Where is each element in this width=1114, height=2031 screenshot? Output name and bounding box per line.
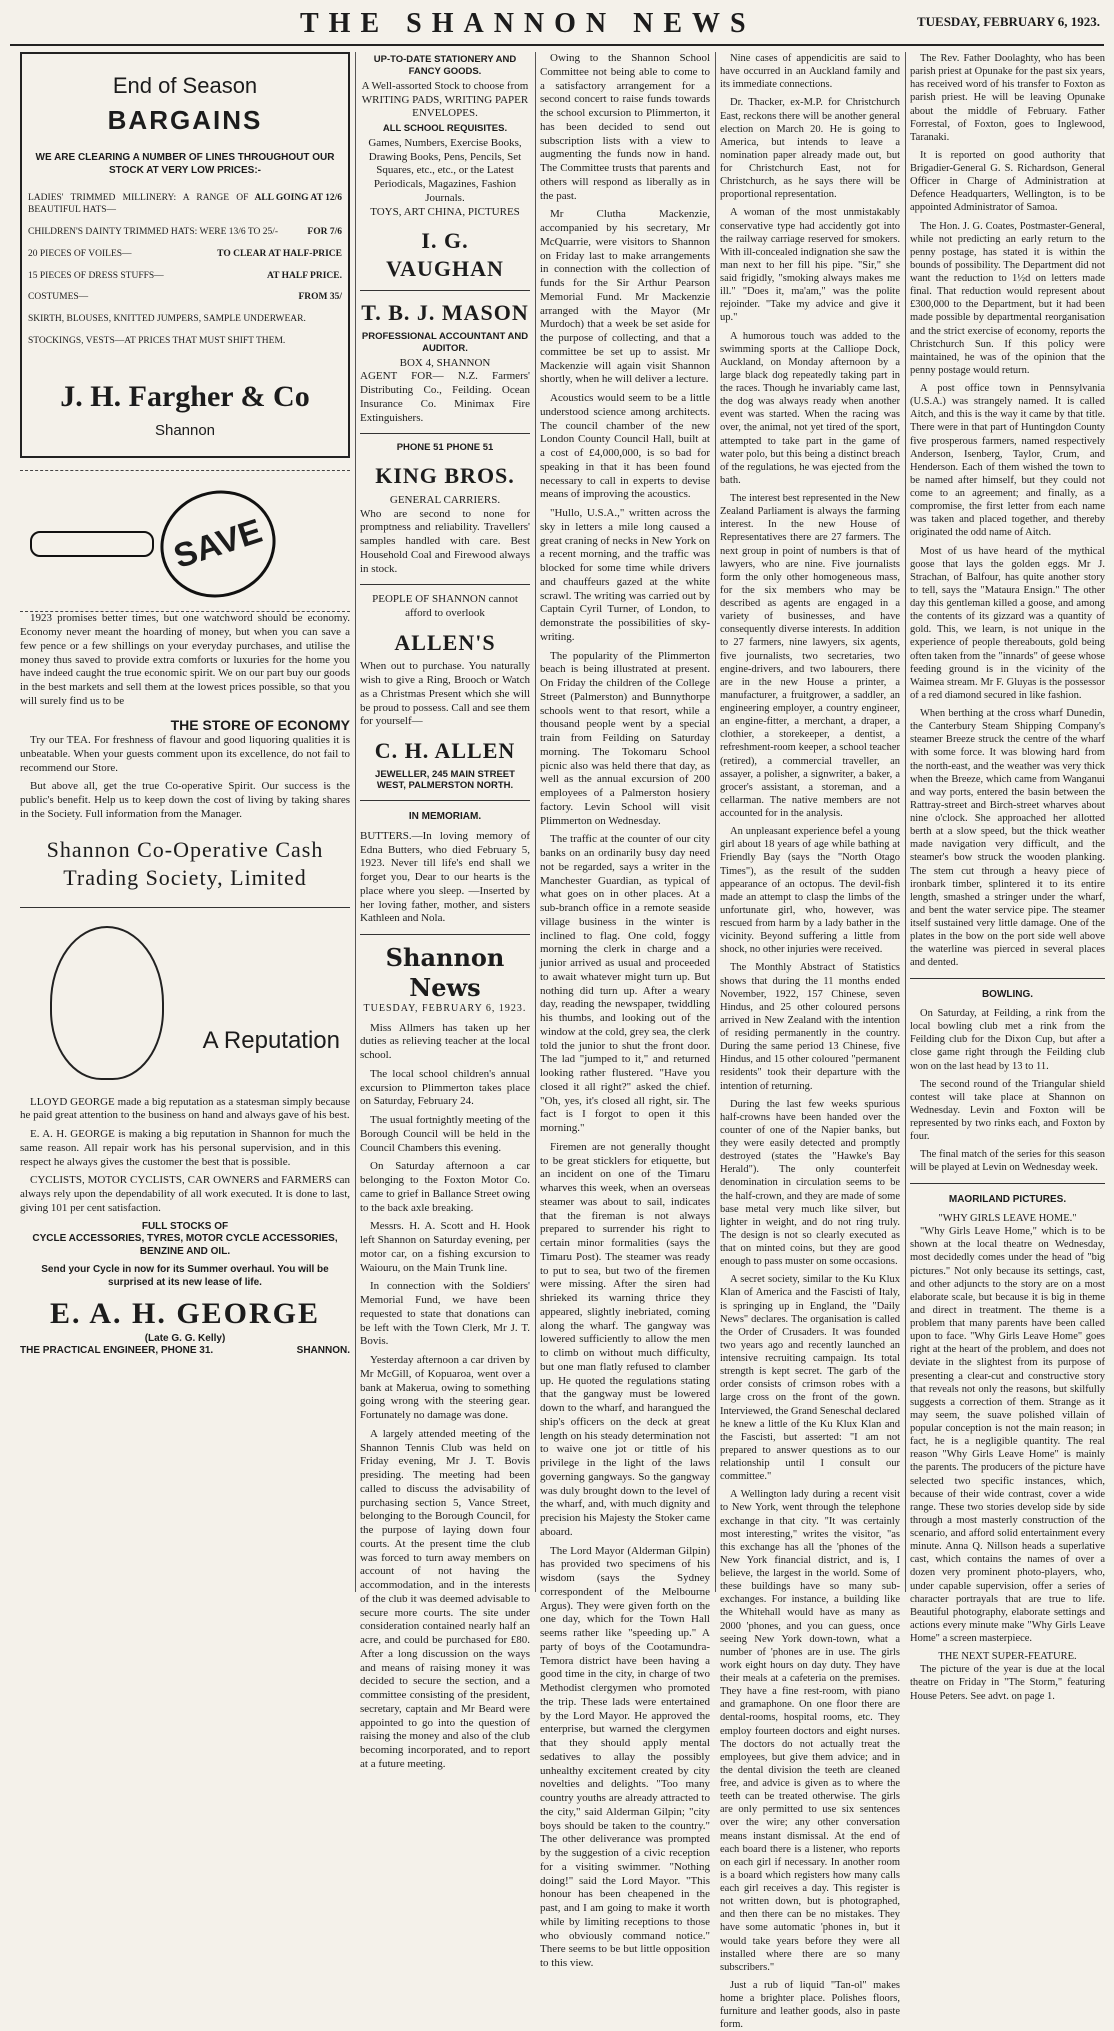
full-stocks: FULL STOCKS OF: [141, 1220, 229, 1232]
allen-text: When out to purchase. You naturally wish to give a Ring, Brooch or Watch as a Christmas Present which she will be proud to possess. Call and see them for yourself—: [360, 660, 530, 728]
news-item: During the last few weeks spurious half-crowns have been handed over the counter of one of the Napier banks, but they were easily detected and promptly destroyed (states the "Hawke's Bay Herald"). The only counterfeit denomination in circulation seems to be the half-crown, and they are made of some base metal very much like silver, but lighter in weight, and do not ring truly. The design is not so clearly executed as that on minted coins, but they are good enough to pass muster on some occasions.: [720, 1098, 900, 1268]
column-3: [540, 52, 710, 1969]
pictures-heading: MAORILAND PICTURES.: [948, 1193, 1067, 1205]
king-phone: PHONE 51 PHONE 51: [396, 442, 494, 454]
news-item: Firemen are not generally thought to be great sticklers for etiquette, but an incident on one of the Timaru wharves this week, when an overseas steamer was about to sail, indicates that the fireman is not always prepared to surrender his right to certain minor formalities (says the Timaru Post). The steamer was ready to put to sea, but two of the firemen were missing. After the siren had shrieked its warning thrice they appeared, slightly inebriated, coming along the wharf. The gangway was lowered sufficiently to allow the men to climb on without much difficulty, but one man flatly refused to clamber up. He quoted the regulations stating that the gangway must be lowered down to the wharf, and harangued the ship's officers on the deck at great length on his steady determination not to waive one jot or tittle of his privilege in the light of the laws governing gangways. So the gangway was duly brought down to the level of the wharf, and, with much dignity and precision his Majesty the Stoker came aboard.: [540, 1140, 710, 1538]
column-divider: [535, 52, 536, 1592]
overhaul-note: Send your Cycle in now for its Summer overhaul. You will be surprised at its new lease of life.: [41, 1264, 329, 1288]
news-item: A post office town in Pennsylvania (U.S.A.) was strangely named. It is called Aitch, and this is the way it came by that title. There were in that part of Huntingdon County five prosperous farmers, named respectively Anderson, Isenberg, Taylor, Crum, and Henderson. Each of them wished the town to be named after himself, but they could not come to an agreement; and finally, as a compromise, the first letter from each name was taken and placed together, and thereby originated the odd name of Aitch.: [910, 383, 1105, 539]
news-item: A secret society, similar to the Ku Klux Klan of America and the Fascisti of Italy, is springing up in England, the "Daily News" declares. The organisation is called the Order of Crusaders. It was founded two years ago and recently launched an intensive recruiting campaign. Its total strength is kept secret. The garb of the order consists of crimson robes with a large cross on the front of the gown. Interviewed, the Grand Seneschal declared he knew a little of the Ku Klux Klan and the Fascisti, but asserted: "I am not prepared to answer questions as to our relationship until I consult our committee.": [720, 1274, 900, 1483]
memoriam-text: BUTTERS.—In loving memory of Edna Butters, who died February 5, 1923. Never till life's end shall we forget you, Dear to our hearts is the place where you sleep. —Inserted by her loving father, mother, and sisters Kathleen and Nola.: [360, 829, 530, 925]
column-4: [720, 52, 900, 2031]
king-text: Who are second to none for promptness and reliability. Travellers' samples handled with care. Best Household Coal and Firewood always in stock.: [360, 507, 530, 575]
mason-name: T. B. J. MASON: [361, 300, 529, 326]
divider: [20, 907, 350, 908]
store-slogan: THE STORE OF ECONOMY: [170, 716, 350, 733]
lloyd-george-portrait: [20, 916, 350, 1096]
news-item: It is reported on good authority that Brigadier-General G. S. Richardson, General Officer in Charge of Administration at Defence Headquarters, Wellington, is to be appointed Administrator of Samoa.: [910, 149, 1105, 214]
news-item: A humorous touch was added to the swimming sports at the Calliope Dock, Auckland, on Monday afternoon by a large black dog repeatedly taking part in the races. Though he invariably came last, the dog was always ready when another event was started. When the racing was over, the animal, not yet tired of the sport, attempted to take part in the game of water polo, but this being a distinct breach of the regulations, he was ejected from the bath.: [720, 330, 900, 486]
allen-intro: PEOPLE OF SHANNON cannot afford to overlook: [372, 593, 518, 619]
allen-subtitle: JEWELLER, 245 MAIN STREET WEST, PALMERSTON NORTH.: [375, 768, 515, 792]
news-item: The Monthly Abstract of Statistics shows that during the 11 months ended November, 1922, 157 Chinese, seven Hindus, and 25 other coloured persons arrived in New Zealand with the intention of residing permanently in the country. During the same period 13 Chinese, five Hindus, and 15 other coloured "permanent residents" took their departure with the intention of returning.: [720, 962, 900, 1092]
school-text: Games, Numbers, Exercise Books, Drawing Books, Pens, Pencils, Set Squares, etc., etc., or the Latest Periodicals, Magazines, Fashion Journals.: [368, 136, 522, 204]
ad-item: STOCKINGS, VESTS—AT PRICES THAT MUST SHIFT THEM.: [28, 336, 286, 347]
stationery-text: A Well-assorted Stock to choose from WRITING PADS, WRITING PAPER ENVELOPES.: [361, 79, 529, 120]
mason-box: BOX 4, SHANNON: [399, 356, 491, 369]
bowling-heading: BOWLING.: [981, 988, 1034, 1000]
issue-date: TUESDAY, FEBRUARY 6, 1923.: [916, 14, 1100, 29]
memoriam-heading: IN MEMORIAM.: [408, 811, 482, 823]
george-name: E. A. H. GEORGE: [49, 1297, 321, 1331]
vaughan-name: I. G. VAUGHAN: [386, 228, 504, 281]
pictures-item: The picture of the year is due at the local theatre on Friday in "The Storm," featuring House Peters. See advt. on page 1.: [910, 1664, 1105, 1702]
divider: [360, 584, 530, 585]
divider: [910, 1183, 1105, 1184]
news-item: The local school children's annual excursion to Plimmerton takes place on Saturday, February 24.: [360, 1067, 530, 1108]
ad-item: COSTUMES— FROM 35/: [28, 292, 342, 303]
news-item: Miss Allmers has taken up her duties as relieving teacher at the local school.: [360, 1021, 530, 1061]
section-masthead: Shannon News: [385, 943, 505, 1002]
george-late: (Late G. G. Kelly): [144, 1332, 226, 1344]
king-name: KING BROS.: [375, 463, 515, 489]
ad-title: End of Season: [112, 73, 258, 98]
news-item: Nine cases of appendicitis are said to have occurred in an Auckland family and its immediate connections.: [720, 53, 900, 91]
news-item: The Rev. Father Doolaghty, who has been parish priest at Opunake for the past six years, has received word of his transfer to Foxton as parish priest. He will be leaving Opunake about the middle of February. Father Forrestal, of Foxton, goes to Inglewood, Taranaki.: [910, 53, 1105, 143]
news-item: Owing to the Shannon School Committee not being able to come to a satisfactory arrangement for a second concert to raise funds towards the school excursion to Plimmerton, it has been decided to send out subscription lists with a view to augmenting the funds now in hand. The Committee trusts that parents and others will respond as liberally as in the past.: [540, 52, 710, 202]
portrait-image: [50, 926, 164, 1080]
reputation-text: E. A. H. GEORGE is making a big reputation in Shannon for much the same reason. All repair work has his personal supervision, and in this respect he always gives the customer the best that is possible.: [20, 1128, 350, 1168]
advertiser-town: Shannon: [154, 421, 216, 439]
news-item: The interest best represented in the New Zealand Parliament is always the farming interest. In the new House of Representatives there are 27 farmers. The next group in point of numbers is that of lawyers, who are nine. Five journalists form the only other homogeneous mass, for the six members who may be described as agents are engaged in a variety of businesses, and have consequently diverse interests. In addition to 27 farmers, nine lawyers, six agents, five journalists, two secretaries, two engine-drivers, and two labourers, there are in the new House a printer, a manufacturer, a fruitgrower, a saddler, an engineering employer, a country engineer, an engine-fitter, a merchant, a draper, a clothier, a storekeeper, a dentist, a refreshment-room keeper, a school teacher (retired), a commercial traveller, an assayer, a polisher, a signwriter, a baker, a grocer's assistant, a storeman, and a cellarman. The native members are not accounted for in the analysis.: [720, 493, 900, 819]
toys-line: TOYS, ART CHINA, PICTURES: [370, 205, 520, 218]
pictures-subheading: "WHY GIRLS LEAVE HOME.": [938, 1213, 1077, 1224]
news-item: On Saturday afternoon a car belonging to the Foxton Motor Co. came to grief in Ballance Street owing to the back axle breaking.: [360, 1160, 530, 1214]
news-item: The traffic at the counter of our city banks on an ordinarily busy day need not be regarded, says a writer in the Manchester Guardian, as typical of what goes on in other places. At a sub-branch office in a remote seaside village business in the winter is inclined to flag. One cold, foggy morning the clerk in charge and a junior arrived as usual and proceeded to await whatever might turn up. But nothing did turn up. After a weary day, reading the newspaper, twiddling his thumbs, and looking out of the window at the cold, grey sea, the clerk told the junior to shut the front door. The lad "jumped to it," and returned looking rather flustered. "Have you closed it all right?" asked the chief. "Oh, yes, it's closed all right, sir. The fact is I forgot to open it this morning.": [540, 833, 710, 1134]
divider: [360, 433, 530, 434]
mason-subtitle: PROFESSIONAL ACCOUNTANT AND AUDITOR.: [361, 330, 529, 354]
ad-item: SKIRTH, BLOUSES, KNITTED JUMPERS, SAMPLE UNDERWEAR.: [28, 314, 306, 325]
news-item: A woman of the most unmistakably conservative type had accidently got into the railway carriage reserved for smokers. With ill-concealed indignation she saw the man next to her fill his pipe. "Sir," she said frigidly, "smoking always makes me ill." "Does it, ma'am," was the polite rejoinder. "Take my advice and give it up.": [720, 207, 900, 324]
section-date: TUESDAY, FEBRUARY 6, 1923.: [363, 1003, 527, 1014]
reputation-text: CYCLISTS, MOTOR CYCLISTS, CAR OWNERS and FARMERS can always rely upon the dependability of all work executed. It is done to last, giving 101 per cent satisfaction.: [20, 1174, 350, 1214]
column-divider: [905, 52, 906, 1592]
ad-item: 15 PIECES OF DRESS STUFFS— AT HALF PRICE.: [28, 270, 342, 281]
stock-list: CYCLE ACCESSORIES, TYRES, MOTOR CYCLE ACCESSORIES, BENZINE AND OIL.: [32, 1233, 338, 1257]
ad-headline: BARGAINS: [107, 104, 263, 135]
news-item: Yesterday afternoon a car driven by Mr McGill, of Kopuaroa, went over a bank at Makerua, owing to something going wrong with the steering gear. Fortunately no damage was done.: [360, 1354, 530, 1421]
news-item: Just a rub of liquid "Tan-ol" makes home a brighter place. Polishes floors, furniture and leather goods, also in paste form.: [720, 1979, 900, 2031]
news-item: The popularity of the Plimmerton beach is being illustrated at present. On Friday the children of the College Street (Palmerston) and Bunnythorpe schools went to that resort, while a thousand people went by a special train from Feilding on Saturday morning. The Tokomaru School picnic also was held there that day, as well as the annual excursion of 200 employees of a Palmerston hosiery factory. Levin School will visit Plimmerton on Wednesday.: [540, 649, 710, 827]
ad-item: 20 PIECES OF VOILES— TO CLEAR AT HALF-PRICE: [28, 248, 342, 259]
advertiser-name: J. H. Fargher & Co: [60, 380, 310, 413]
column-advertisements: [20, 52, 350, 1592]
coop-name: Shannon Co-Operative Cash Trading Society, Limited: [46, 836, 324, 891]
column-2: [360, 52, 530, 1770]
pointing-hand-icon: [30, 531, 154, 557]
news-item: The Lord Mayor (Alderman Gilpin) has provided two specimens of his wisdom (says the Sydney correspondent of the Melbourne Argus). They were given forth on the one day, which for the Town Hall seems rather like "speeding up." A party of boys of the Cootamundra-Temora district have been having a good time in the city, in charge of two Methodist clergymen who promoted the trip. These lads were entertained by the Lord Mayor. He approved the enterprise, but warned the clergymen that they should apply mental sedatives to allay the possibly unhealthy excitement created by city novelties and delights. "Too many country youths are already attracted to the city," said Alderman Gilpin; "city boys should be taken to the country." The other deliverance was prompted by the suggestion of a civic reception for a visiting swimmer. "Nothing doing!" said the Lord Mayor. "This honour has been cheapened in the past, and I am going to make it worth while by limiting receptions to those who obviously command notice." There seems to be but little opposition to this view.: [540, 1544, 710, 1969]
news-item: Dr. Thacker, ex-M.P. for Christchurch East, reckons there will be another general election on March 20. He is going to America, but intends to leave a nomination paper already made out, but for Christchurch East, not for Christchurch, as he says there will be proportional representation.: [720, 97, 900, 201]
super-feature-heading: THE NEXT SUPER-FEATURE.: [938, 1651, 1077, 1663]
news-item: A largely attended meeting of the Shannon Tennis Club was held on Friday evening, Mr J. T. Bovis presiding. The meeting had been called to discuss the advisability of purchasing section 5, Vance Street, belonging to the Borough Council, for the purpose of laying down four courts. At the present time the club was forced to turn away members on account of not having the accommodation, and in the interests of the club it was deemed advisable to secure more courts. The site under consideration contained nearly half an acre, and could be purchased for £80. After a long discussion on the ways and means of raising money it was decided to secure the section, and a committee consisting of the president, secretary, captain and Mr Beard were appointed to go into the question of raising the money and also of the club becoming incorporated, and to report at a future meeting.: [360, 1427, 530, 1770]
masthead-rule: [10, 44, 1104, 46]
masthead: [0, 0, 1114, 46]
bowling-item: The final match of the series for this season will be played at Levin on Wednesday week.: [910, 1149, 1105, 1174]
column-5: [910, 52, 1105, 1702]
ad-item: CHILDREN'S DAINTY TRIMMED HATS: WERE 13/6 TO 25/- FOR 7/6: [28, 226, 342, 237]
divider: [910, 978, 1105, 979]
divider: [360, 800, 530, 801]
column-divider: [715, 52, 716, 1592]
news-item: Acoustics would seem to be a little understood science among architects. The council chamber of the new London County Council Hall, built at a cost of £4,000,000, is so bad for speaking in that it has been found necessary to call in experts to devise means of improving the acoustics.: [540, 392, 710, 501]
fargher-advert: [20, 52, 350, 458]
pictures-item: "Why Girls Leave Home," which is to be shown at the local theatre on Wednesday, most decidedly comes under the head of "big pictures." Not only because its settings, cast, and other adjuncts to the story are on a most elaborate scale, but because it is big in theme and direct in treatment. The theme is a problem that many parents have been called upon to face. "Why Girls Leave Home" goes right at the heart of the problem, and does not deviate in the slightest from its purpose of presenting a clear-cut and constructive story that reveals not only the reasons, but skilfully suggests a correction of them. Strange as it may seem, the suave polished villain of popular conception is not the main reason; in fact, he is a negligible quantity. The real reason "Why Girls Leave Home" is mainly the parents. The producers of the picture have selected two specific instances, which, because of their wide contrast, cover a wide range. These two stories develop side by side through a most masterly construction of the scenario, and afford solid entertainment every minute. Anna Q. Nillson heads a superlative cast, which contains the names of over a dozen very prominent photo-players, who, under capable supervision, offer a series of character portrayals that are true to life. Beautiful photography, elaborate settings and actions every minute make "Why Girls Leave Home" a screen masterpiece.: [910, 1226, 1105, 1644]
school-heading: ALL SCHOOL REQUISITES.: [382, 123, 508, 134]
stationery-heading: UP-TO-DATE STATIONERY AND FANCY GOODS.: [373, 54, 517, 77]
bowling-item: The second round of the Triangular shield contest will take place at Shannon on Wednesday. Levin and Foxton will be represented by two rinks each, and Foxton by four.: [910, 1078, 1105, 1143]
news-item: "Hullo, U.S.A.," written across the sky in letters a mile long caused a great craning of necks in New York on a recent morning, and the traffic was blocked for some time while drivers and chauffeurs gazed at the white scrawl. The writing was carried out by Captain Cyril Turner, of London, to demonstrate the possibilities of sky-writing.: [540, 507, 710, 643]
news-item: An unpleasant experience befel a young girl about 18 years of age while bathing at Friendly Bay (says the "North Otago Times"), as the result of the sudden appearance of an octopus. The devil-fish made an attempt to clasp the limbs of the unfortunate girl, who, however, was rescued from harm by a lady bather in the vicinity. Beyond suffering a little from shock, no other injuries were received.: [720, 826, 900, 956]
divider: [360, 290, 530, 291]
news-item: Messrs. H. A. Scott and H. Hook left Shannon on Saturday evening, per motor car, on a fishing excursion to Waiouru, on the Main Trunk line.: [360, 1220, 530, 1274]
news-item: The Hon. J. G. Coates, Postmaster-General, while not predicting an early return to the penny postage, has stated it is within the bounds of possibility. The Department did not want the reduction to 1½d on letters made final. That reduction would represent about £300,000 to the Department, but it had been made possible by departmental reorganisation and the strict exercise of economy, reports the Christchurch Sun. If this policy were maintained, he was of the opinion that the penny postage would return.: [910, 220, 1105, 376]
allens-heading: ALLEN'S: [394, 629, 496, 655]
allen-name: C. H. ALLEN: [374, 738, 516, 763]
king-subtitle: GENERAL CARRIERS.: [389, 493, 501, 506]
bowling-item: On Saturday, at Feilding, a rink from the local bowling club met a rink from the Feilding club for the Dixon Cup, but after a close game right through the Feilding club won on the last head by 13 to 11.: [910, 1008, 1105, 1072]
news-item: When berthing at the cross wharf Dunedin, the Canterbury Steam Shipping Company's steamer Breeze struck the centre of the wharf with some force. It was blowing hard from the north-east, and the weather was very thick when the Breeze, which came from Wanganui and way ports, entered the basin between the Rattray-street and Birch-street wharves about nine o'clock. She approached her allotted berth at a slow speed, but the thick weather made navigation very difficult, and the steamer's bow struck the wooden planking. The stem cut through a heavy piece of ironbark timber, splintered it to its entire length, smashed a stringer under the wharf, and bent the water service pipe. The steamer itself sustained very little damage. One of the plates in the bow on the port side well above the waterline was pierced in several places and dented.: [910, 708, 1105, 969]
save-illustration: [20, 470, 350, 612]
newspaper-title: THE SHANNON NEWS: [300, 8, 756, 39]
column-divider: [355, 52, 356, 1592]
news-item: In connection with the Soldiers' Memorial Fund, we have been requested to state that donations can be left with the Town Clerk, Mr J. T. Bovis.: [360, 1280, 530, 1348]
mason-agent: AGENT FOR— N.Z. Farmers' Distributing Co., Feilding. Ocean Insurance Co. Minimax Fire Extinguishers.: [360, 370, 530, 424]
news-item: Most of us have heard of the mythical goose that lays the golden eggs. Mr J. Strachan, of Balfour, has quite another story to tell, says the "Mataura Ensign." The other day this gentleman killed a goose, and among the contents of its gizzard was a quantity of gold. This, we learn, is not unique in the experience of people thereabouts, gold being often taken from the "innards" of geese whose feeding ground is in the vicinity of the Waimea stream. Mr F. Gluyas is the possessor of a red diamond secured in like fashion.: [910, 545, 1105, 701]
reputation-text: LLOYD GEORGE made a big reputation as a statesman simply because he paid great attention to the business on hand and always gave of his best.: [20, 1095, 350, 1122]
coop-spirit: But above all, get the true Co-operative Spirit. Our success is the public's benefit. Help us to keep down the cost of living by taking shares in the Society. Full information from the Manager.: [20, 780, 350, 820]
coop-tea: Try our TEA. For freshness of flavour and good liquoring qualities it is unbeatable. When your guests comment upon its excellence, do not fail to recommend our Store.: [20, 734, 350, 774]
save-badge: SAVE: [146, 476, 289, 613]
george-footer: THE PRACTICAL ENGINEER, PHONE 31. SHANNON.: [20, 1345, 350, 1357]
coop-body: 1923 promises better times, but one watchword should be economy. Economy never meant the hoarding of money, but when you can save a few pence or a few shillings on your everyday purchases, and utilise the money thus saved to provide extra comforts or luxuries for the home you have indeed caught the true economic spirit. We on our part buy our goods in the best markets and sell them at the lowest prices possible, so that you will surely find us to be: [20, 612, 350, 707]
news-item: A Wellington lady during a recent visit to New York, went through the telephone exchange in that city. "It was certainly most interesting," writes the visitor, "as this exchange has all the 'phones of the New York financial district, and is, I believe, the largest in the world. Some of these buildings have so many sub-exchanges. For instance, a building like the Whitehall would have as many as 2000 'phones, and you can guess, once seeing New York down-town, what a number of 'phones are in use. The girls work eight hours on day duty. They have their meals at a cafeteria on the premises. They have a fine rest-room, with piano and gramaphone. On one floor there are dental-rooms, hospital rooms, etc. They employ fourteen doctors and eight nurses. The doctors do not actually treat the employees, but give them advice; and in the dental division the teeth are cleaned free, and advice is given as to where the teeth can be treated otherwise. The girls are only permitted to use six sentences over the wire; any other conversation means instant dismissal. At the end of each board there is a listener, who reports on each girl if necessary. In another room is a board which registers how many calls each girl receives a day. This register is not written down, but is photographed, and then there can be no mistakes. They have some automatic 'phones in, but it would take years before they were all installed where there are so many subscribers.": [720, 1489, 900, 1973]
reputation-heading: A Reputation: [202, 1026, 340, 1054]
news-item: The usual fortnightly meeting of the Borough Council will be held in the Council Chambers this evening.: [360, 1114, 530, 1154]
ad-item: LADIES' TRIMMED MILLINERY: A RANGE OF BEAUTIFUL HATS— ALL GOING AT 12/6: [28, 193, 342, 215]
ad-subheading: WE ARE CLEARING A NUMBER OF LINES THROUGHOUT OUR STOCK AT VERY LOW PRICES:-: [35, 152, 335, 176]
divider: [360, 934, 530, 935]
news-item: Mr Clutha Mackenzie, accompanied by his secretary, Mr McQuarrie, were visitors to Shannon on Friday last to make arrangements in connection with the collection of funds for the Sir Arthur Pearson Memorial Fund. Mr Mackenzie arranged with the Mayor (Mr Murdoch) that a week be set aside for the purpose of collecting, and that a committee be set up to assist. Mr Mackenzie will again visit Shannon shortly, when he will deliver a lecture.: [540, 208, 710, 386]
